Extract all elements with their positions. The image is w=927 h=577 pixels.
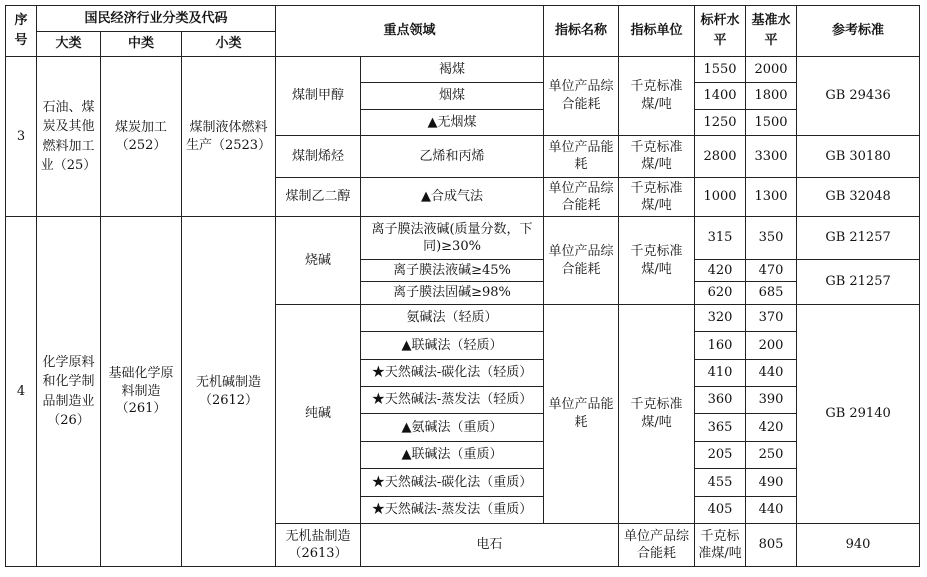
baseline-cell: 1800 xyxy=(746,83,797,109)
header-indicator-name: 指标名称 xyxy=(544,6,619,57)
domain-sub-cell: ▲联碱法（重质） xyxy=(361,441,544,468)
indicator-unit-cell: 千克标准煤/吨 xyxy=(695,524,746,567)
baseline-cell: 2000 xyxy=(746,56,797,82)
indicator-name-cell: 单位产品综合能耗 xyxy=(619,524,695,567)
baseline-cell: 350 xyxy=(746,217,797,260)
header-reference: 参考标准 xyxy=(797,6,920,57)
benchmark-cell: 360 xyxy=(695,387,746,414)
table-row xyxy=(6,56,920,82)
baseline-cell: 490 xyxy=(746,469,797,496)
benchmark-cell: 1250 xyxy=(695,109,746,135)
domain-sub-cell: 离子膜法固碱≥98% xyxy=(361,282,544,304)
reference-cell: GB 29436 xyxy=(797,56,920,135)
minor-class-cell: 煤制液体燃料生产（2523） xyxy=(182,56,276,217)
header-indicator-unit: 指标单位 xyxy=(619,6,695,57)
domain-sub-cell: 褐煤 xyxy=(361,56,544,82)
reference-cell: GB 21257 xyxy=(797,260,920,305)
domain-sub-cell: 烟煤 xyxy=(361,83,544,109)
domain-area-cell: 纯碱 xyxy=(276,304,361,524)
major-class-cell: 化学原料和化学制品制造业（26） xyxy=(37,217,101,567)
header-minor: 小类 xyxy=(182,32,276,56)
indicator-name-cell: 单位产品能耗 xyxy=(544,304,619,524)
header-seq: 序号 xyxy=(6,6,37,57)
baseline-cell: 420 xyxy=(746,414,797,441)
baseline-cell: 3300 xyxy=(746,136,797,178)
seq-cell: 4 xyxy=(6,217,37,567)
benchmark-cell: 160 xyxy=(695,332,746,359)
benchmark-cell: 1000 xyxy=(695,177,746,217)
indicator-unit-cell: 千克标准煤/吨 xyxy=(619,177,695,217)
benchmark-cell: 805 xyxy=(746,524,797,567)
middle-class-cell: 基础化学原料制造（261） xyxy=(101,217,182,567)
domain-sub-cell: 离子膜法液碱(质量分数，下同)≥30% xyxy=(361,217,544,260)
domain-sub-cell: 氨碱法（轻质） xyxy=(361,304,544,331)
domain-sub-cell: ★天然碱法-碳化法（轻质） xyxy=(361,359,544,386)
middle-class-cell: 煤炭加工（252） xyxy=(101,56,182,217)
header-middle: 中类 xyxy=(101,32,182,56)
benchmark-cell: 2800 xyxy=(695,136,746,178)
benchmark-cell: 1550 xyxy=(695,56,746,82)
seq-cell: 3 xyxy=(6,56,37,217)
benchmark-cell: 410 xyxy=(695,359,746,386)
baseline-cell: 470 xyxy=(746,260,797,282)
indicator-name-cell: 单位产品综合能耗 xyxy=(544,56,619,135)
major-class-cell: 石油、煤炭及其他燃料加工业（25） xyxy=(37,56,101,217)
baseline-cell: 1500 xyxy=(746,109,797,135)
header-benchmark: 标杆水平 xyxy=(695,6,746,57)
indicator-unit-cell: 千克标准煤/吨 xyxy=(619,56,695,135)
baseline-cell: 390 xyxy=(746,387,797,414)
benchmark-cell: 420 xyxy=(695,260,746,282)
domain-sub-cell: ★天然碱法-蒸发法（轻质） xyxy=(361,387,544,414)
benchmark-cell: 1400 xyxy=(695,83,746,109)
domain-sub-cell: ▲氨碱法（重质） xyxy=(361,414,544,441)
reference-cell: GB 21257 xyxy=(797,217,920,260)
domain-area-cell: 电石 xyxy=(361,524,619,567)
indicator-unit-cell: 千克标准煤/吨 xyxy=(619,304,695,524)
benchmark-cell: 620 xyxy=(695,282,746,304)
minor-class-cell: 无机盐制造（2613） xyxy=(276,524,361,567)
table-row xyxy=(6,217,920,260)
domain-sub-cell: ▲联碱法（轻质） xyxy=(361,332,544,359)
indicator-name-cell: 单位产品综合能耗 xyxy=(544,217,619,304)
indicator-unit-cell: 千克标准煤/吨 xyxy=(619,217,695,304)
indicator-unit-cell: 千克标准煤/吨 xyxy=(619,136,695,178)
benchmark-cell: 405 xyxy=(695,496,746,523)
domain-sub-cell: ★天然碱法-碳化法（重质） xyxy=(361,469,544,496)
domain-sub-cell: 离子膜法液碱≥45% xyxy=(361,260,544,282)
baseline-cell: 940 xyxy=(797,524,920,567)
benchmark-cell: 455 xyxy=(695,469,746,496)
domain-area-cell: 烧碱 xyxy=(276,217,361,304)
domain-area-cell: 煤制乙二醇 xyxy=(276,177,361,217)
header-domain: 重点领域 xyxy=(276,6,544,57)
domain-sub-cell: ▲无烟煤 xyxy=(361,109,544,135)
reference-cell: GB 29140 xyxy=(797,304,920,524)
benchmark-cell: 315 xyxy=(695,217,746,260)
header-industry-group: 国民经济行业分类及代码 xyxy=(37,6,276,32)
reference-cell: GB 32048 xyxy=(797,177,920,217)
energy-benchmark-table xyxy=(5,5,920,567)
domain-sub-cell: 乙烯和丙烯 xyxy=(361,136,544,178)
baseline-cell: 685 xyxy=(746,282,797,304)
header-major: 大类 xyxy=(37,32,101,56)
header-baseline: 基准水平 xyxy=(746,6,797,57)
benchmark-cell: 205 xyxy=(695,441,746,468)
header-row xyxy=(6,6,920,32)
baseline-cell: 440 xyxy=(746,359,797,386)
benchmark-cell: 365 xyxy=(695,414,746,441)
indicator-name-cell: 单位产品综合能耗 xyxy=(544,177,619,217)
domain-area-cell: 煤制甲醇 xyxy=(276,56,361,135)
minor-class-cell: 无机碱制造（2612） xyxy=(182,217,276,567)
benchmark-cell: 320 xyxy=(695,304,746,331)
indicator-name-cell: 单位产品能耗 xyxy=(544,136,619,178)
reference-cell: GB 30180 xyxy=(797,136,920,178)
baseline-cell: 370 xyxy=(746,304,797,331)
baseline-cell: 440 xyxy=(746,496,797,523)
baseline-cell: 1300 xyxy=(746,177,797,217)
domain-sub-cell: ▲合成气法 xyxy=(361,177,544,217)
domain-sub-cell: ★天然碱法-蒸发法（重质） xyxy=(361,496,544,523)
domain-area-cell: 煤制烯烃 xyxy=(276,136,361,178)
baseline-cell: 200 xyxy=(746,332,797,359)
baseline-cell: 250 xyxy=(746,441,797,468)
